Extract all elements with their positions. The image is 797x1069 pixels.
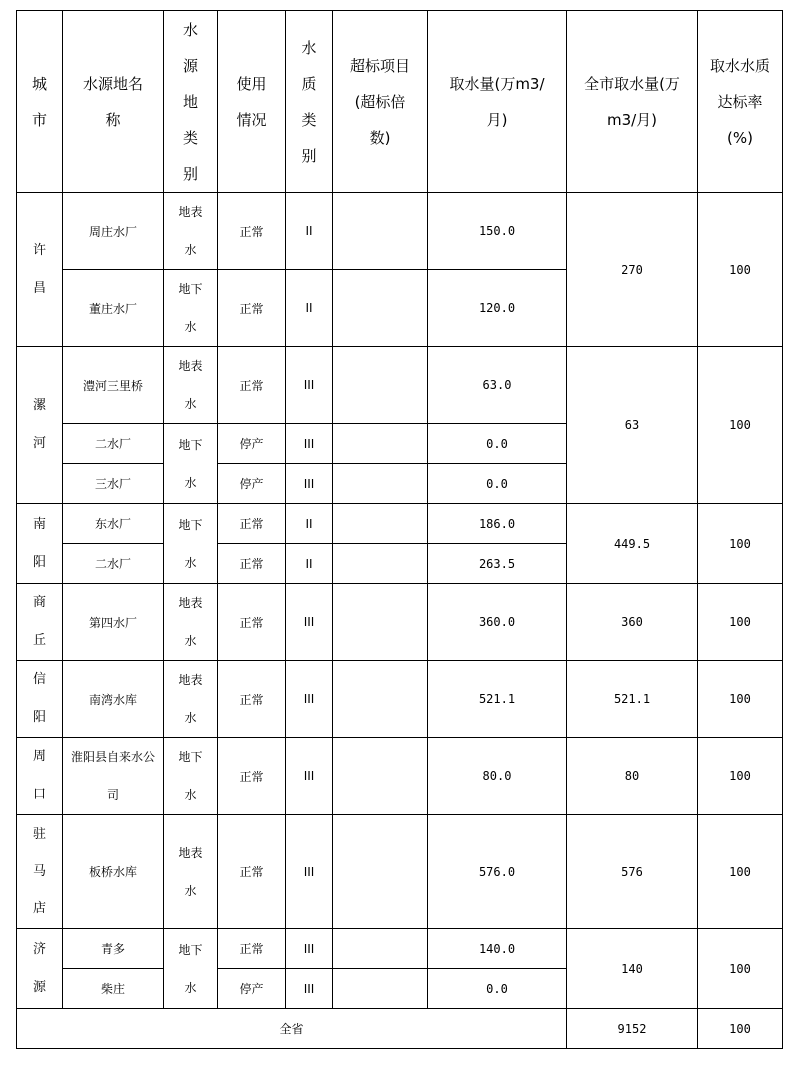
city-cell: 周口: [17, 738, 63, 815]
exceed-cell: [333, 424, 428, 464]
usage-cell: 停产: [218, 464, 286, 504]
exceed-cell: [333, 661, 428, 738]
rate-cell: 100: [698, 347, 783, 504]
exceed-cell: [333, 929, 428, 969]
source-cell: 二水厂: [63, 544, 164, 584]
province-rate-cell: 100: [698, 1009, 783, 1049]
exceed-cell: [333, 270, 428, 347]
city-total-cell: 360: [567, 584, 698, 661]
usage-cell: 正常: [218, 347, 286, 424]
class-cell: III: [286, 738, 333, 815]
header-city-intake: 全市取水量(万m3/月): [567, 11, 698, 193]
class-cell: III: [286, 347, 333, 424]
rate-cell: 100: [698, 584, 783, 661]
header-source-type: 水源地类别: [164, 11, 218, 193]
rate-cell: 100: [698, 815, 783, 929]
city-cell: 济源: [17, 929, 63, 1009]
source-cell: 东水厂: [63, 504, 164, 544]
intake-cell: 360.0: [428, 584, 567, 661]
city-cell: 驻马店: [17, 815, 63, 929]
exceed-cell: [333, 969, 428, 1009]
city-cell: 南阳: [17, 504, 63, 584]
source-cell: 董庄水厂: [63, 270, 164, 347]
header-usage: 使用情况: [218, 11, 286, 193]
rate-cell: 100: [698, 193, 783, 347]
province-label: 全省: [17, 1009, 567, 1049]
intake-cell: 263.5: [428, 544, 567, 584]
class-cell: III: [286, 464, 333, 504]
header-intake: 取水量(万m3/月): [428, 11, 567, 193]
exceed-cell: [333, 504, 428, 544]
city-cell: 信阳: [17, 661, 63, 738]
intake-cell: 0.0: [428, 969, 567, 1009]
city-total-cell: 521.1: [567, 661, 698, 738]
city-cell: 漯河: [17, 347, 63, 504]
intake-cell: 63.0: [428, 347, 567, 424]
table-row: [17, 504, 783, 544]
type-cell: 地表水: [164, 193, 218, 270]
city-total-cell: 449.5: [567, 504, 698, 584]
source-cell: 周庄水厂: [63, 193, 164, 270]
usage-cell: 停产: [218, 424, 286, 464]
province-total-cell: 9152: [567, 1009, 698, 1049]
source-cell: 澧河三里桥: [63, 347, 164, 424]
header-quality-class: 水质类别: [286, 11, 333, 193]
rate-cell: 100: [698, 738, 783, 815]
table-row: [17, 815, 783, 929]
usage-cell: 正常: [218, 544, 286, 584]
source-cell: 南湾水库: [63, 661, 164, 738]
intake-cell: 150.0: [428, 193, 567, 270]
type-cell: 地表水: [164, 661, 218, 738]
exceed-cell: [333, 815, 428, 929]
usage-cell: 正常: [218, 661, 286, 738]
table-row: [17, 929, 783, 969]
type-cell: 地下水: [164, 270, 218, 347]
exceed-cell: [333, 544, 428, 584]
usage-cell: 正常: [218, 270, 286, 347]
usage-cell: 停产: [218, 969, 286, 1009]
table-row: [17, 347, 783, 424]
source-cell: 青多: [63, 929, 164, 969]
type-cell: 地下水: [164, 424, 218, 504]
table-row: [17, 193, 783, 270]
intake-cell: 576.0: [428, 815, 567, 929]
class-cell: II: [286, 193, 333, 270]
city-total-cell: 63: [567, 347, 698, 504]
city-total-cell: 270: [567, 193, 698, 347]
source-cell: 淮阳县自来水公司: [63, 738, 164, 815]
type-cell: 地下水: [164, 738, 218, 815]
usage-cell: 正常: [218, 929, 286, 969]
rate-cell: 100: [698, 661, 783, 738]
city-cell: 许昌: [17, 193, 63, 347]
type-cell: 地表水: [164, 584, 218, 661]
type-cell: 地表水: [164, 815, 218, 929]
header-source-name: 水源地名称: [63, 11, 164, 193]
source-cell: 板桥水库: [63, 815, 164, 929]
class-cell: III: [286, 929, 333, 969]
rate-cell: 100: [698, 929, 783, 1009]
rate-cell: 100: [698, 504, 783, 584]
exceed-cell: [333, 738, 428, 815]
intake-cell: 0.0: [428, 464, 567, 504]
exceed-cell: [333, 193, 428, 270]
header-city: 城市: [17, 11, 63, 193]
type-cell: 地下水: [164, 504, 218, 584]
header-rate: 取水水质达标率(%): [698, 11, 783, 193]
table-row: [17, 584, 783, 661]
province-total-row: [17, 1009, 783, 1049]
class-cell: III: [286, 584, 333, 661]
header-row: [17, 11, 783, 193]
table-row: [17, 738, 783, 815]
exceed-cell: [333, 347, 428, 424]
usage-cell: 正常: [218, 504, 286, 544]
intake-cell: 521.1: [428, 661, 567, 738]
source-cell: 柴庄: [63, 969, 164, 1009]
class-cell: II: [286, 544, 333, 584]
intake-cell: 186.0: [428, 504, 567, 544]
intake-cell: 0.0: [428, 424, 567, 464]
exceed-cell: [333, 584, 428, 661]
water-quality-table: [16, 10, 783, 1049]
type-cell: 地表水: [164, 347, 218, 424]
class-cell: II: [286, 504, 333, 544]
class-cell: III: [286, 969, 333, 1009]
source-cell: 三水厂: [63, 464, 164, 504]
header-exceed: 超标项目(超标倍数): [333, 11, 428, 193]
city-total-cell: 576: [567, 815, 698, 929]
type-cell: 地下水: [164, 929, 218, 1009]
class-cell: III: [286, 661, 333, 738]
class-cell: III: [286, 815, 333, 929]
city-total-cell: 140: [567, 929, 698, 1009]
usage-cell: 正常: [218, 193, 286, 270]
class-cell: II: [286, 270, 333, 347]
city-cell: 商丘: [17, 584, 63, 661]
intake-cell: 120.0: [428, 270, 567, 347]
usage-cell: 正常: [218, 738, 286, 815]
intake-cell: 140.0: [428, 929, 567, 969]
usage-cell: 正常: [218, 815, 286, 929]
exceed-cell: [333, 464, 428, 504]
usage-cell: 正常: [218, 584, 286, 661]
source-cell: 第四水厂: [63, 584, 164, 661]
source-cell: 二水厂: [63, 424, 164, 464]
table-row: [17, 661, 783, 738]
intake-cell: 80.0: [428, 738, 567, 815]
class-cell: III: [286, 424, 333, 464]
city-total-cell: 80: [567, 738, 698, 815]
